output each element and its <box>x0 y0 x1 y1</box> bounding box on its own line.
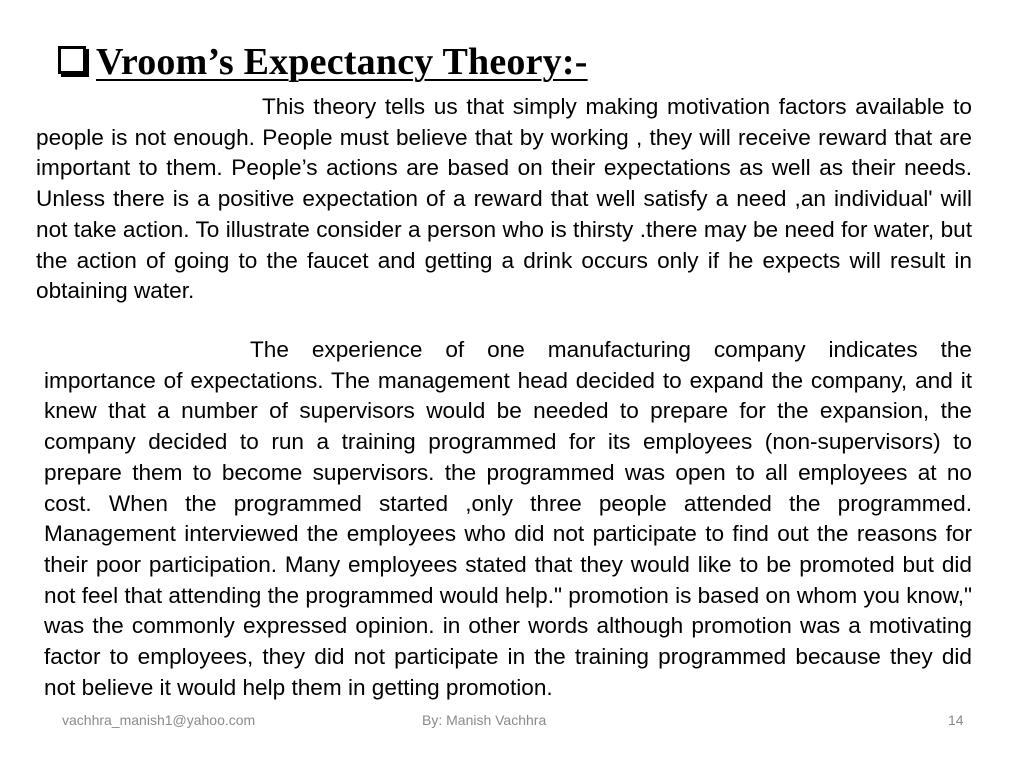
paragraph-example: The experience of one manufacturing company indicates the importance of expectations. The management head decided to expand the company, and it knew that a number of supervisors would be needed to prepare for the expansion, the company decided to run a training programmed for its employees (non-supervisors) to prepare them to become supervisors. the programmed was open to all employees at no cost. When the programmed started ,only three people attended the programmed. Management interviewed the employees who did not participate to find out the reasons for their poor participation. Many employees stated that they would like to be promoted but did not feel that attending the programmed would help." promotion is based on whom you know," was the commonly expressed opinion. in other words although promotion was a motivating factor to employees, they did not participate in the training programmed because they did not believe it would help them in getting promotion. <box>44 337 972 700</box>
page-number: 14 <box>948 712 964 728</box>
paragraph-theory: This theory tells us that simply making motivation factors available to people is not enough. People must believe that by working , they will receive reward that are important to them. People’s actions are based on their expectations as well as their needs. Unless there is a positive expectation of a reward that well satisfy a need ,an individual' will not take action. To illustrate consider a person who is thirsty .there may be need for water, but the action of going to the faucet and getting a drink occurs only if he expects will result in obtaining water. <box>36 94 972 304</box>
checkbox-bullet-icon <box>58 46 86 74</box>
title-row <box>58 36 588 84</box>
footer-email: vachhra_manish1@yahoo.com <box>62 712 256 728</box>
footer-author: By: Manish Vachhra <box>422 712 547 728</box>
slide-title: Vroom’s Expectancy Theory:- <box>96 41 588 83</box>
